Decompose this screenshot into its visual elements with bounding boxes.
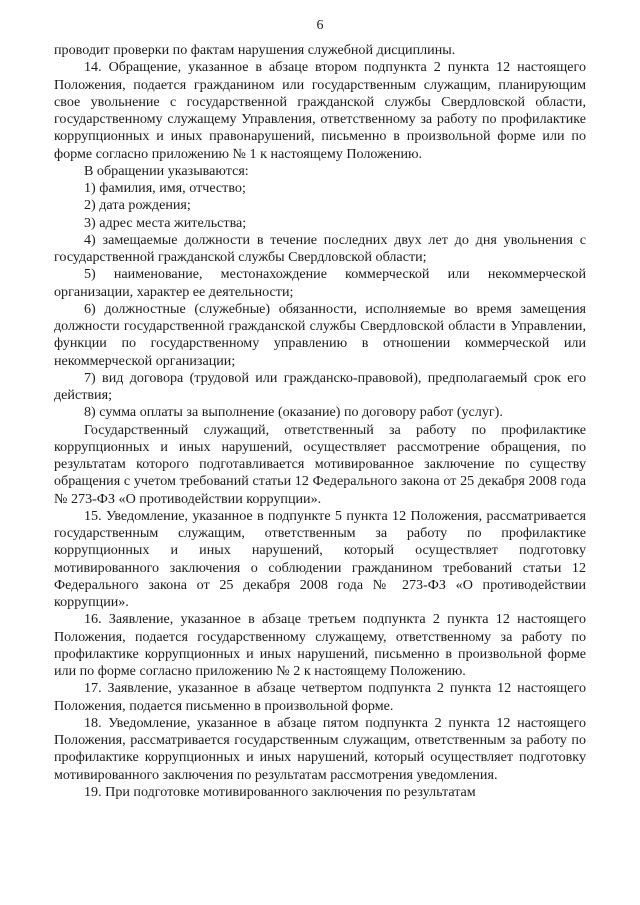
list-item-3: 3) адрес места жительства; xyxy=(84,214,247,231)
page-number: 6 xyxy=(316,18,324,33)
list-item-8: 8) сумма оплаты за выполнение (оказание) по договору работ (услуг). xyxy=(84,404,503,421)
paragraph-item-19: 19. При подготовке мотивированного заключения по результатам xyxy=(84,783,476,800)
list-item-1: 1) фамилия, имя, отчество; xyxy=(84,180,246,196)
paragraph-item-15: 15. Уведомление, указанное в подпункте 5 пункта 12 Положения, рассматривается государственным служащим, ответственным за работу по профилактике коррупционных и иных нарушений, который осуществляет подготовку мотивированного заключения о соблюдении гражданином требований статьи 12 Федерального закона от 25 декабря 2008 года № 273-ФЗ «О противодействии коррупции». xyxy=(54,507,586,610)
paragraph-continuation: проводит проверки по фактам нарушения служебной дисциплины. xyxy=(54,42,456,58)
paragraph-item-17: 17. Заявление, указанное в абзаце четвертом подпункта 2 пункта 12 настоящего Положения, подается письменно в произвольной форме. xyxy=(54,680,586,714)
paragraph-item-14: 14. Обращение, указанное в абзаце втором подпункта 2 пункта 12 настоящего Положения, подается гражданином или государственным служащим, планирующим свое увольнение с государственной гражданской службы Свердловской области, государственному служащему Управления, ответственному за работу по профилактике коррупционных и иных правонарушений, письменно в произвольной форме или по форме согласно приложению № 1 к настоящему Положению. xyxy=(54,59,586,162)
paragraph-review: Государственный служащий, ответственный за работу по профилактике коррупционных и иных нарушений, осуществляет рассмотрение обращения, по результатам которого подготавливается мотивированное заключение по существу обращения с учетом требований статьи 12 Федерального закона от 25 декабря 2008 года № 273-ФЗ «О противодействии коррупции». xyxy=(54,421,586,507)
paragraph-item-18: 18. Уведомление, указанное в абзаце пятом подпункта 2 пункта 12 настоящего Положения, рассматривается государственным служащим, ответственным за работу по профилактике коррупционных и иных нарушений, который осуществляет подготовку мотивированного заключения по результатам рассмотрения уведомления. xyxy=(54,714,586,783)
document-body xyxy=(54,42,586,801)
paragraph-item-16: 16. Заявление, указанное в абзаце третьем подпункта 2 пункта 12 настоящего Положения, подается государственному служащему, ответственному за работу по профилактике коррупционных и иных нарушений, письменно в произвольной форме или по форме согласно приложению № 2 к настоящему Положению. xyxy=(54,611,586,679)
list-item-5: 5) наименование, местонахождение коммерческой или некоммерческой организации, характер ее деятельности; xyxy=(54,266,586,300)
list-item-6: 6) должностные (служебные) обязанности, исполняемые во время замещения должности государственной гражданской службы Свердловской области в Управлении, функции по государственному управлению в отношении коммерческой или некоммерческой организации; xyxy=(54,300,586,369)
paragraph-list-intro: В обращении указываются: xyxy=(84,162,249,179)
list-item-7: 7) вид договора (трудовой или гражданско-правовой), предполагаемый срок его действия; xyxy=(54,369,586,403)
list-item-2: 2) дата рождения; xyxy=(84,197,191,214)
list-item-4: 4) замещаемые должности в течение последних двух лет до дня увольнения с государственной гражданской службы Свердловской области; xyxy=(54,231,586,265)
